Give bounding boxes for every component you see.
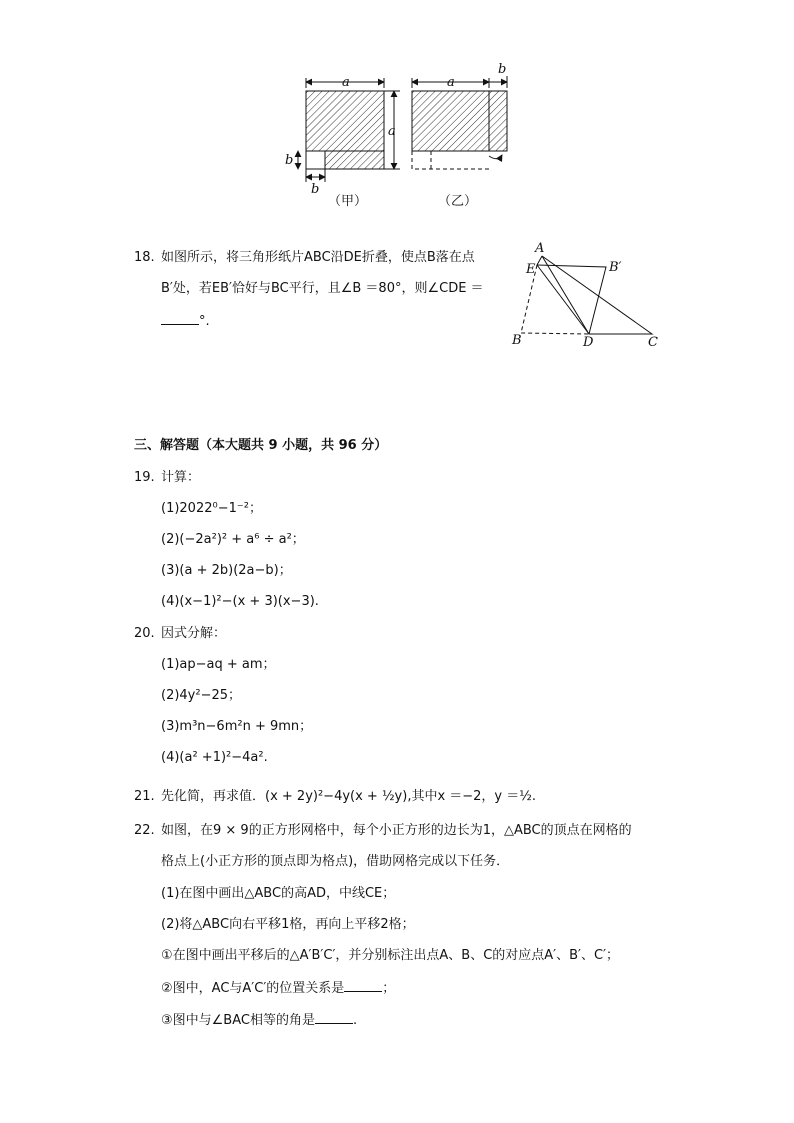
jia-label-a-top: a	[342, 75, 350, 90]
q18-line1: 如图所示，将三角形纸片ABC沿DE折叠，使点B落在点	[161, 250, 475, 265]
figure-yi	[412, 62, 507, 209]
q20-title: 因式分解：	[161, 626, 227, 641]
figure-jia	[285, 75, 400, 209]
q18-triangle-figure	[505, 236, 665, 351]
jia-top-hatch	[306, 91, 384, 151]
q21-text: 先化简，再求值．(x + 2y)²−4y(x + ½y),其中x ＝−2，y ＝½.	[161, 789, 536, 804]
q22-line6-prefix: ②图中，AC与A′C′的位置关系是	[161, 981, 345, 996]
q22-line7-suffix: .	[352, 1013, 358, 1028]
q19-title: 计算：	[161, 470, 201, 485]
jia-label-b-left: b	[285, 153, 294, 168]
q19-item-2: (2)(−2a²)² + a⁶ ÷ a²；	[161, 532, 305, 547]
section3-title: 三、解答题（本大题共 9 小题，共 96 分）	[134, 438, 388, 453]
yi-caption: （乙）	[438, 194, 478, 209]
q18-number: 18.	[134, 250, 155, 265]
q22-line4: (2)将△ABC向右平移1格，再向上平移2格；	[161, 917, 415, 932]
jia-corner-square	[306, 151, 325, 169]
q18-line3-suffix: °.	[199, 314, 210, 329]
q20-item-3: (3)m³n−6m²n + 9mn；	[161, 719, 313, 734]
jia-label-b-bottom: b	[311, 182, 320, 197]
q18-label-B1: B′	[609, 260, 622, 275]
q22-line6-suffix: ；	[382, 981, 396, 996]
yi-main-hatch	[412, 91, 489, 151]
q21-number: 21.	[134, 789, 155, 804]
q19-item-3: (3)(a + 2b)(2a−b)；	[161, 563, 292, 578]
q18-line3	[161, 312, 210, 331]
q22-answer-blank-2	[315, 1011, 353, 1024]
q20-item-2: (2)4y²−25；	[161, 688, 242, 703]
figure-jia-yi	[270, 58, 530, 218]
q19-number: 19.	[134, 470, 155, 485]
q20-item-1: (1)ap−aq + am；	[161, 657, 276, 672]
jia-label-a-right: a	[388, 124, 396, 139]
q19-item-4: (4)(x−1)²−(x + 3)(x−3).	[161, 594, 319, 609]
q22-line1: 如图，在9 × 9的正方形网格中，每个小正方形的边长为1，△ABC的顶点在网格的	[161, 823, 632, 838]
q22-answer-blank-1	[344, 979, 382, 992]
q18-label-B: B	[512, 333, 522, 348]
q22-line6	[161, 979, 395, 998]
q18-label-D: D	[583, 335, 594, 350]
jia-caption: （甲）	[328, 194, 368, 209]
q19-item-1: (1)2022⁰−1⁻²；	[161, 501, 262, 516]
q18-line2: B′处，若EB′恰好与BC平行，且∠B ＝80°，则∠CDE ＝	[161, 281, 484, 296]
q18-label-C: C	[648, 335, 658, 350]
q22-line7-prefix: ③图中与∠BAC相等的角是	[161, 1013, 315, 1028]
yi-label-a-top: a	[447, 75, 455, 90]
q20-item-4: (4)(a² +1)²−4a².	[161, 750, 268, 765]
q18-label-E: E	[526, 262, 536, 277]
q18-label-A: A	[535, 241, 545, 256]
q22-line3: (1)在图中画出△ABC的高AD，中线CE；	[161, 886, 396, 901]
yi-label-b-top: b	[498, 62, 507, 77]
q22-line2: 格点上(小正方形的顶点即为格点)，借助网格完成以下任务．	[161, 854, 510, 869]
q22-number: 22.	[134, 823, 155, 838]
jia-bottom-hatch	[325, 151, 384, 169]
q18-answer-blank	[161, 312, 199, 325]
yi-side-hatch	[489, 91, 507, 151]
q22-line7	[161, 1011, 357, 1030]
q20-number: 20.	[134, 626, 155, 641]
q22-line5: ①在图中画出平移后的△A′B′C′，并分别标注出点A、B、C的对应点A′、B′、C′；	[161, 948, 620, 963]
